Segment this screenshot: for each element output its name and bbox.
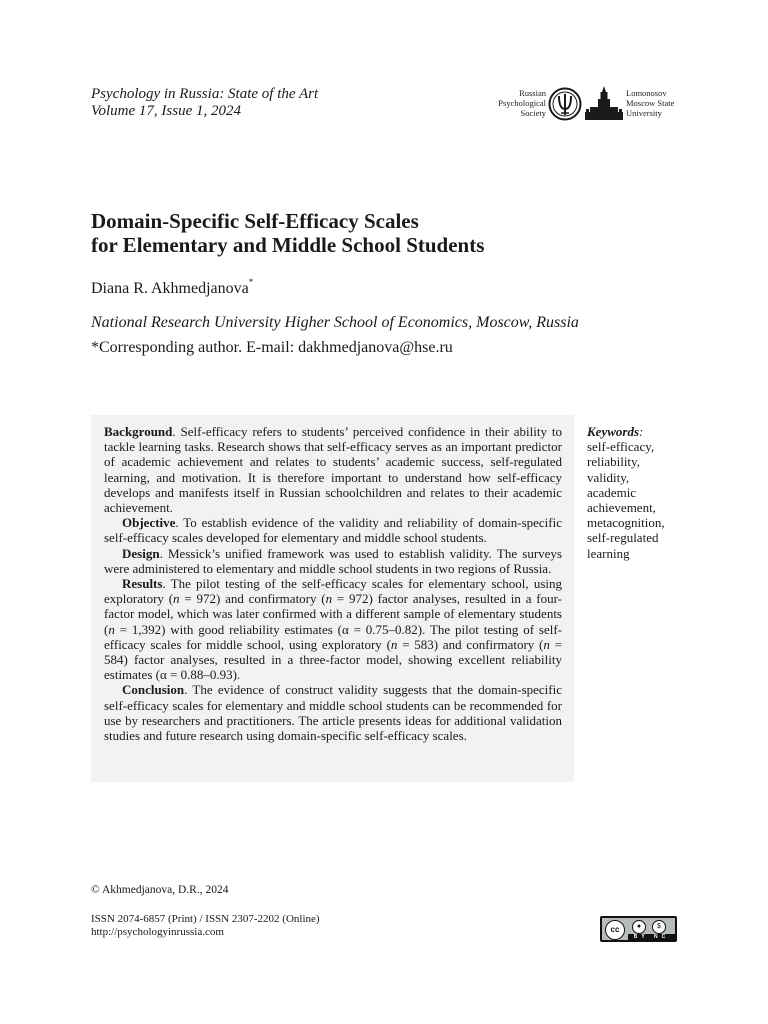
- abstract-results: Results. The pilot testing of the self-efficacy scales for elementary school, using exploratory (n = 972) and confirmatory (n = 972) factor analyses, resulted in a four-factor model, which was later confirmed with a different sample of elementary students (n = 1,392) with good reliability estimates (α = 0.75–0.82). The pilot testing of self-efficacy scales for middle school, using exploratory (n = 583) and confirmatory (n = 584) factor analyses, resulted in a three-factor model, showing excellent reliability estimates (α = 0.88–0.93).: [104, 576, 562, 683]
- journal-header: [91, 86, 318, 120]
- abstract-background: Background. Self-efficacy refers to students’ perceived confidence in their ability to tackle learning tasks. Research shows that self-efficacy serves as an important predictor of academic achievement and relates to students’ academic success, self-regulated learning, and motivation. It is therefore important to understand how self-efficacy develops and manifests itself in Russian schoolchildren and relates to their academic achievement.: [104, 424, 562, 516]
- author-line: [91, 277, 253, 298]
- cc-license-badge[interactable]: [600, 916, 677, 942]
- keyword-item: self-efficacy,: [587, 439, 655, 455]
- cc-strip: BY NC: [628, 934, 675, 940]
- msu-logo-text: Lomonosov Moscow State University: [626, 88, 675, 118]
- nc-dollar-icon: $: [652, 920, 666, 934]
- author-name: Diana R. Akhmedjanova: [91, 280, 249, 297]
- keyword-item: metacognition,: [587, 515, 665, 531]
- keyword-item: achievement,: [587, 500, 656, 516]
- cc-badge-body: [602, 918, 675, 940]
- society-logos: [490, 86, 690, 126]
- keyword-item: validity,: [587, 469, 630, 485]
- author-mark: *: [248, 277, 254, 287]
- msu-building-icon: [584, 86, 624, 122]
- keywords: [587, 424, 687, 561]
- abstract-objective: Objective. To establish evidence of the validity and reliability of domain-specific self-efficacy scales developed for elementary and middle school students.: [104, 515, 562, 546]
- issn-block: [91, 913, 320, 939]
- keyword-item: learning: [587, 545, 630, 561]
- journal-name: Psychology in Russia: State of the Art: [91, 86, 319, 102]
- keyword-item: self-regulated: [587, 530, 659, 546]
- issn: ISSN 2074-6857 (Print) / ISSN 2307-2202 (Online): [91, 913, 320, 925]
- affiliation: National Research University Higher School of Economics, Moscow, Russia: [91, 314, 579, 331]
- keyword-item: reliability,: [587, 454, 640, 470]
- rps-emblem-icon: [548, 87, 582, 121]
- journal-issue: Volume 17, Issue 1, 2024: [91, 103, 241, 119]
- abstract-box: [91, 415, 574, 782]
- by-person-icon: ●: [632, 920, 646, 934]
- article-title: Domain-Specific Self-Efficacy Scales for Elementary and Middle School Students: [91, 209, 485, 257]
- corresponding-author: *Corresponding author. E-mail: dakhmedjanova@hse.ru: [91, 339, 453, 356]
- cc-icon: cc: [605, 920, 625, 940]
- keywords-heading: Keywords:: [587, 424, 644, 439]
- abstract-design: Design. Messick’s unified framework was used to establish validity. The surveys were administered to elementary and middle school students in two regions of Russia.: [104, 545, 562, 576]
- keyword-item: academic: [587, 484, 637, 500]
- rps-logo-text: Russian Psychological Society: [498, 88, 546, 118]
- copyright: © Akhmedjanova, D.R., 2024: [91, 884, 229, 896]
- journal-url[interactable]: http://psychologyinrussia.com: [91, 926, 224, 938]
- abstract-conclusion: Conclusion. The evidence of construct validity suggests that the domain-specific self-efficacy scales for elementary and middle school students can be recommended for use by researchers and practitioners. The article presents ideas for additional validation studies and future research using domain-specific self-efficacy scales.: [104, 682, 562, 744]
